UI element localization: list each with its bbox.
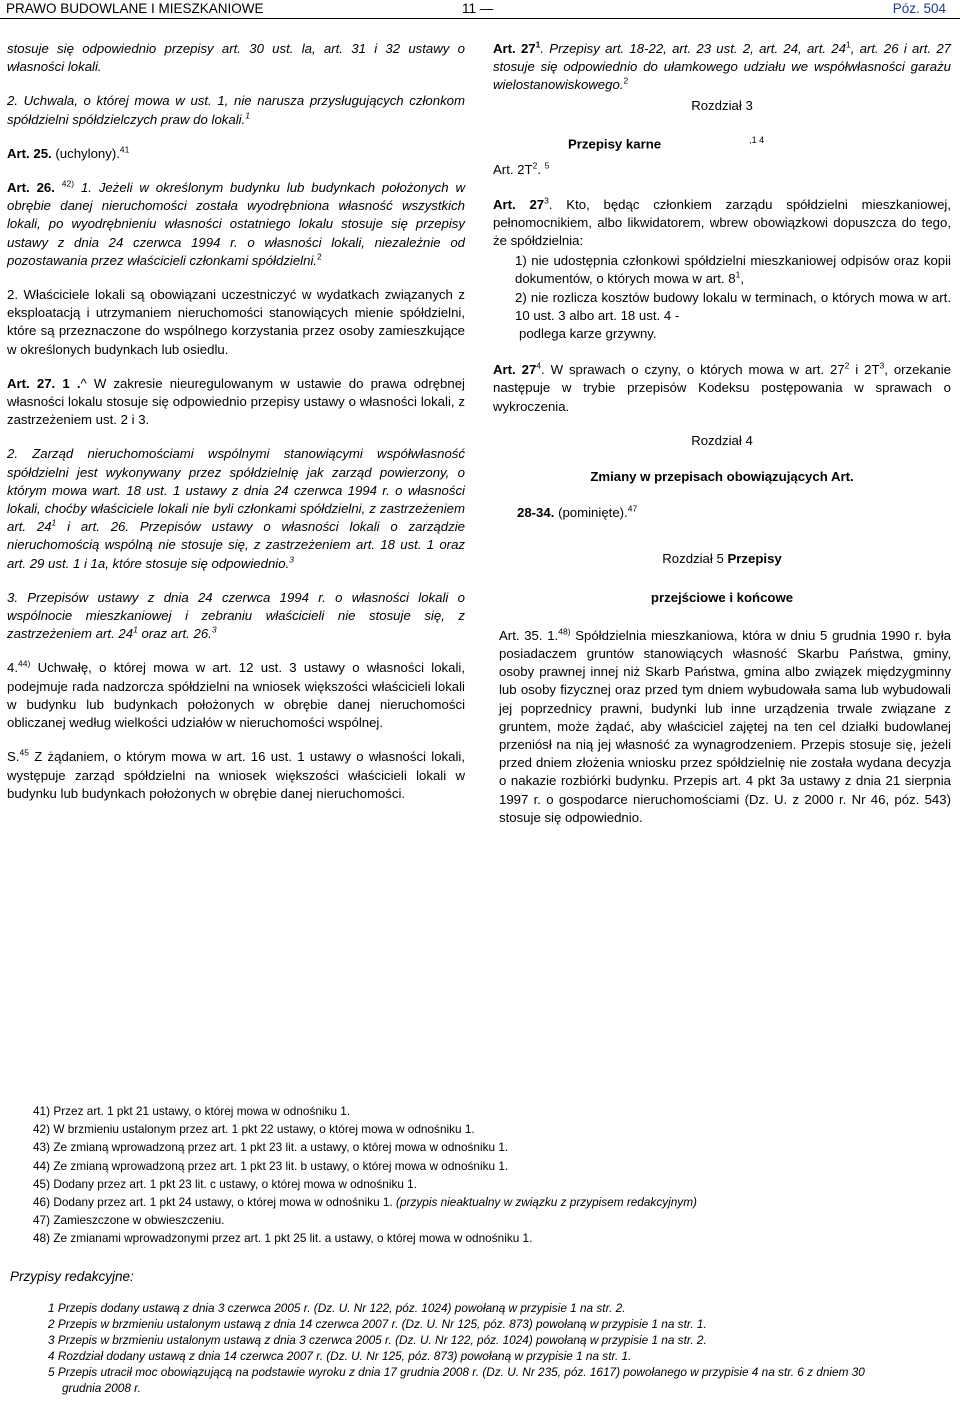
article-27-3 (493, 196, 951, 251)
header-title: PRAWO BUDOWLANE I MIESZKANIOWE (6, 1, 264, 16)
footnote-ref: 42) (61, 178, 75, 189)
editorial-notes (48, 1301, 948, 1396)
article-label: Art. 25. (7, 145, 52, 161)
paragraph: stosuje się odpowiednio przepisy art. 30 ust. la, art. 31 i 32 ustawy o własności lokali. (7, 41, 465, 75)
paragraph-text: 2. Uchwala, o której mowa w ust. 1, nie narusza przysługujących członkom spółdzielni spółdzielczych praw do lokali. (7, 93, 465, 127)
editorial-notes-title: Przypisy redakcyjne: (10, 1269, 134, 1284)
chapter-title-text: Przepisy karne (568, 136, 662, 152)
chapter-5-number (493, 550, 951, 568)
footnote-ref: ,1 4 (749, 134, 765, 145)
footnote-ref: 48) (558, 626, 571, 637)
list-item-text: 1) nie udostępnia członkowi spółdzielni mieszkaniowej odpisów oraz kopii dokumentów, o których mowa w art. 8 (515, 253, 951, 287)
paragraph-text: 3. Przepisów ustawy z dnia 24 czerwca 1994 r. o własności lokali o wspólnocie mieszkaniowej i zebraniu właścicieli nie stosuje się, z zastrzeżeniem art. 24 (7, 589, 465, 642)
footnote-ref: 45 (19, 747, 29, 758)
article-text: . W sprawach o czyny, o których mowa w art. 27 (541, 362, 845, 378)
paragraph (7, 445, 465, 572)
footnote: 47) Zamieszczone w obwieszczeniu. (33, 1213, 225, 1228)
list-item: podlega karze grzywny. (519, 326, 657, 342)
footnotes (33, 1102, 933, 1248)
articles-28-34 (493, 504, 951, 522)
article-26 (7, 179, 465, 270)
article-label: Art. 27 (493, 362, 537, 378)
position-number: Póz. 504 (892, 1, 946, 16)
footnote: 41) Przez art. 1 pkt 21 ustawy, o której mowa w odnośniku 1. (33, 1104, 351, 1118)
article-label: 28-34. (517, 505, 555, 521)
chapter-title-text: Przepisy (727, 551, 782, 567)
article-text: ^ W zakresie nieuregulowanym w ustawie do prawa odrębnej własności lokalu stosuje się odpowiednio przepisy ustawy o własności lokali, z zastrzeżeniem ust. 2 i 3. (7, 375, 465, 428)
page-number: 11 — (462, 1, 494, 16)
article-label: Art. 35. 1. (499, 627, 559, 643)
paragraph-text: i art. 26. Przepisów ustawy o własności lokali o zarządzie nieruchomością wspólną nie stosuje się, z zastrzeżeniem art. 18 ust. 1 oraz art. 29 ust. 1 i 1a, które stosuje się odpowiednio. (7, 519, 465, 571)
footnote-note: (przypis nieaktualny w związku z przypisem redakcyjnym) (392, 1195, 697, 1210)
paragraph-number: 4. (7, 660, 18, 676)
footnote-ref: 1 (245, 110, 250, 121)
article-35 (493, 627, 951, 827)
footnote-text: 46) Dodany przez art. 1 pkt 24 ustawy, o której mowa w odnośniku 1. (33, 1195, 393, 1210)
editorial-note: grudnia 2008 r. (62, 1380, 141, 1395)
chapter-number-text: Rozdział 5 (662, 551, 724, 567)
article-text: , orzekanie następuje w trybie przepisów Kodeksu postępowania w sprawach o wykroczenia. (493, 362, 952, 414)
article-text: . Kto, będąc członkiem zarządu spółdzielni mieszkaniowej, pełnomocnikiem, albo likwidatorem, wbrew obowiązkowi dopuszcza do tego, że spółdzielnia: (493, 196, 951, 249)
footnote-ref: 3 (544, 195, 549, 206)
footnote-ref: 1 (133, 624, 138, 635)
article-27-1 (493, 40, 951, 95)
paragraph (7, 748, 465, 803)
article-text: (pominięte). (558, 505, 628, 521)
article-27 (7, 375, 465, 430)
footnote: 45) Dodany przez art. 1 pkt 23 lit. c ustawy, o której mowa w odnośniku 1. (33, 1176, 418, 1191)
footnote: 44) Ze zmianą wprowadzoną przez art. 1 pkt 23 lit. b ustawy, o której mowa w odnośniku 1. (33, 1158, 509, 1173)
chapter-3-title (493, 131, 951, 154)
paragraph (7, 659, 465, 732)
editorial-note: 1 Przepis dodany ustawą z dnia 3 czerwca 2005 r. (Dz. U. Nr 122, póz. 1024) powołaną w przypisie 1 na str. 2. (48, 1301, 626, 1315)
footnote-ref: 44) (18, 659, 31, 670)
editorial-note: 3 Przepis w brzmieniu ustalonym ustawą z dnia 3 czerwca 2005 r. (Dz. U. Nr 122, póz. 1024) powołaną w przypisie 1 na str. 2. (48, 1332, 707, 1347)
editorial-note: 4 Rozdział dodany ustawą z dnia 14 czerwca 2007 r. (Dz. U. Nr 125, póz. 873) powołaną w przypisie 1 na str. 1. (48, 1348, 632, 1363)
article-27-2: Art. $2T^2$. $^5$ (493, 161, 550, 178)
footnote-ref: 2 (623, 76, 629, 87)
footnote-ref: 3 (289, 554, 294, 565)
footnote-ref: 3 (211, 624, 217, 635)
right-column (493, 40, 951, 843)
footnote: 48) Ze zmianami wprowadzonymi przez art. 1 pkt 25 lit. a ustawy, o której mowa w odnośniku 1. (33, 1231, 533, 1246)
footnote-ref: 1 (735, 270, 741, 281)
chapter-3-number: Rozdział 3 (691, 97, 753, 113)
footnote (33, 1193, 933, 1211)
article-text: , art. 26 i art. 27 stosuje się odpowiednio do ułamkowego udziału we współwłasności garażu wielostanowiskowego. (493, 41, 952, 93)
footnote-ref: 5 (544, 161, 550, 172)
paragraph-text: 2. Zarząd nieruchomościami wspólnymi stanowiącymi współwłasność spółdzielni jest wykonywany przez spółdzielnię jak zarząd powierzony, o którym mowa wart. 18 ust. 1 ustawy z dnia 24 czerwca 1994 r. o własności lokali, choćby właściciele lokali nie byli członkami spółdzielni, z zastrzeżeniem art. 24 (7, 446, 465, 535)
footnote-ref: 3 (879, 360, 885, 371)
footnote: 43) Ze zmianą wprowadzoną przez art. 1 pkt 23 lit. a ustawy, o której mowa w odnośniku 1. (33, 1140, 509, 1155)
page-header (0, 0, 960, 18)
footnote-ref: 1 (845, 39, 851, 50)
header-rule (0, 18, 960, 19)
article-text: i 2T (849, 362, 880, 378)
chapter-4-title: Zmiany w przepisach obowiązujących Art. (590, 469, 854, 485)
list-item: 2) nie rozlicza kosztów budowy lokalu w terminach, o których mowa w art. 10 ust. 3 albo art. 18 ust. 4 - (515, 289, 951, 323)
article-25 (7, 145, 465, 163)
paragraph (7, 92, 465, 128)
paragraph-text: Uchwałę, o której mowa w art. 12 ust. 3 ustawy o własności lokali, podejmuje rada nadzorcza spółdzielni na wniosek większości właścicieli lokali w budynku lub budynkach położonych w obrębie danej nieruchomości obliczanej według wielkości udziałów w nieruchomości wspólnej. (7, 660, 465, 731)
paragraph-text: oraz art. 26. (137, 626, 212, 642)
footnote-ref: 4 (536, 360, 542, 371)
chapter-5-title: przejściowe i końcowe (650, 589, 794, 605)
article-text: 1. Jeżeli w określonym budynku lub budynkach położonych w obrębie danej nieruchomości została wyodrębniona własność wszystkich lokali, po wyodrębnieniu własności ostatniego lokalu stosuje się przepisy ustawy z dnia 24 czerwca 1994 r. o własności lokali, niezależnie od pozostawania przez właścicieli członkami spółdzielni. (7, 180, 465, 268)
footnote: 42) W brzmieniu ustalonym przez art. 1 pkt 22 ustawy, o której mowa w odnośniku 1. (33, 1122, 475, 1137)
editorial-note: 5 Przepis utracił moc obowiązującą na podstawie wyroku z dnia 17 grudnia 2008 r. (Dz. U. Nr 235, póz. 1617) powołanego w przypisie 4 na str. 6 z dniem 30 (48, 1364, 865, 1379)
article-27-4 (493, 361, 951, 416)
article-label: Art. 26. (7, 180, 55, 196)
footnote-ref: 2 (317, 251, 322, 262)
article-text: . Przepisy art. 18-22, art. 23 ust. 2, art. 24, art. 24 (540, 41, 846, 56)
footnote-ref: 47 (627, 503, 638, 514)
paragraph-text: Z żądaniem, o którym mowa w art. 16 ust. 1 ustawy o własności lokali, występuje zarząd spółdzielni na wniosek większości właścicieli lokali w budynku lub budynkach położonych w obrębie danej nieruchomości. (7, 749, 465, 801)
list-item (493, 252, 951, 288)
footnote-ref: 2 (844, 360, 850, 371)
footnote-ref: 1 (535, 39, 541, 50)
paragraph: 2. Właściciele lokali są obowiązani uczestniczyć w wydatkach związanych z eksploatacją i utrzymaniem nieruchomości stanowiących mienie spółdzielni, które są przeznaczone do wspólnego korzystania przez osoby zamieszkujące w określonych budynkach lub osiedlu. (7, 287, 465, 357)
chapter-4-number: Rozdział 4 (691, 432, 753, 448)
article-label: Art. 27. 1 . (7, 375, 81, 391)
footnote-ref: 41 (119, 144, 130, 155)
list-item-text: , (740, 271, 745, 287)
left-column (7, 40, 465, 819)
footnote-ref: 1 (51, 517, 57, 528)
paragraph (7, 589, 465, 644)
article-label: Art. 27 (493, 41, 536, 56)
article-label: Art. 27 (493, 196, 545, 212)
article-label: Art. 2T (493, 162, 533, 178)
editorial-note: 2 Przepis w brzmieniu ustalonym ustawą z dnia 14 czerwca 2007 r. (Dz. U. Nr 125, póz. 873) powołaną w przypisie 1 na str. 1. (48, 1316, 707, 1331)
article-text: (uchylony). (55, 145, 120, 161)
footnote-ref: 2 (532, 161, 538, 172)
paragraph-number: S. (7, 749, 20, 765)
article-text: Spółdzielnia mieszkaniowa, która w dniu 5 grudnia 1990 r. była posiadaczem gruntów stanowiących własność Skarbu Państwa, gminy, osoby prawnej innej niż Skarb Państwa, gmina albo związek międzygminny lub osoby fizycznej oraz przed tym dniem wybudowała sama lub wybudowali jej poprzednicy prawni, budynki lub inne urządzenia trwale związane z gruntem, może żądać, aby właściciel zajętej na ten cel działki budowlanej przeniósł na nią jej własność za wynagrodzeniem. Przepis stosuje się, jeżeli przed dniem złożenia wniosku przez spółdzielnię nie została wydana decyzja o nakazie rozbiórki budynku. Przepis art. 4 pkt 3a ustawy z dnia 21 sierpnia 1997 r. o gospodarce nieruchomościami (Dz. U. z 2000 r. Nr 46, póz. 543) stosuje się odpowiednio. (499, 627, 951, 825)
